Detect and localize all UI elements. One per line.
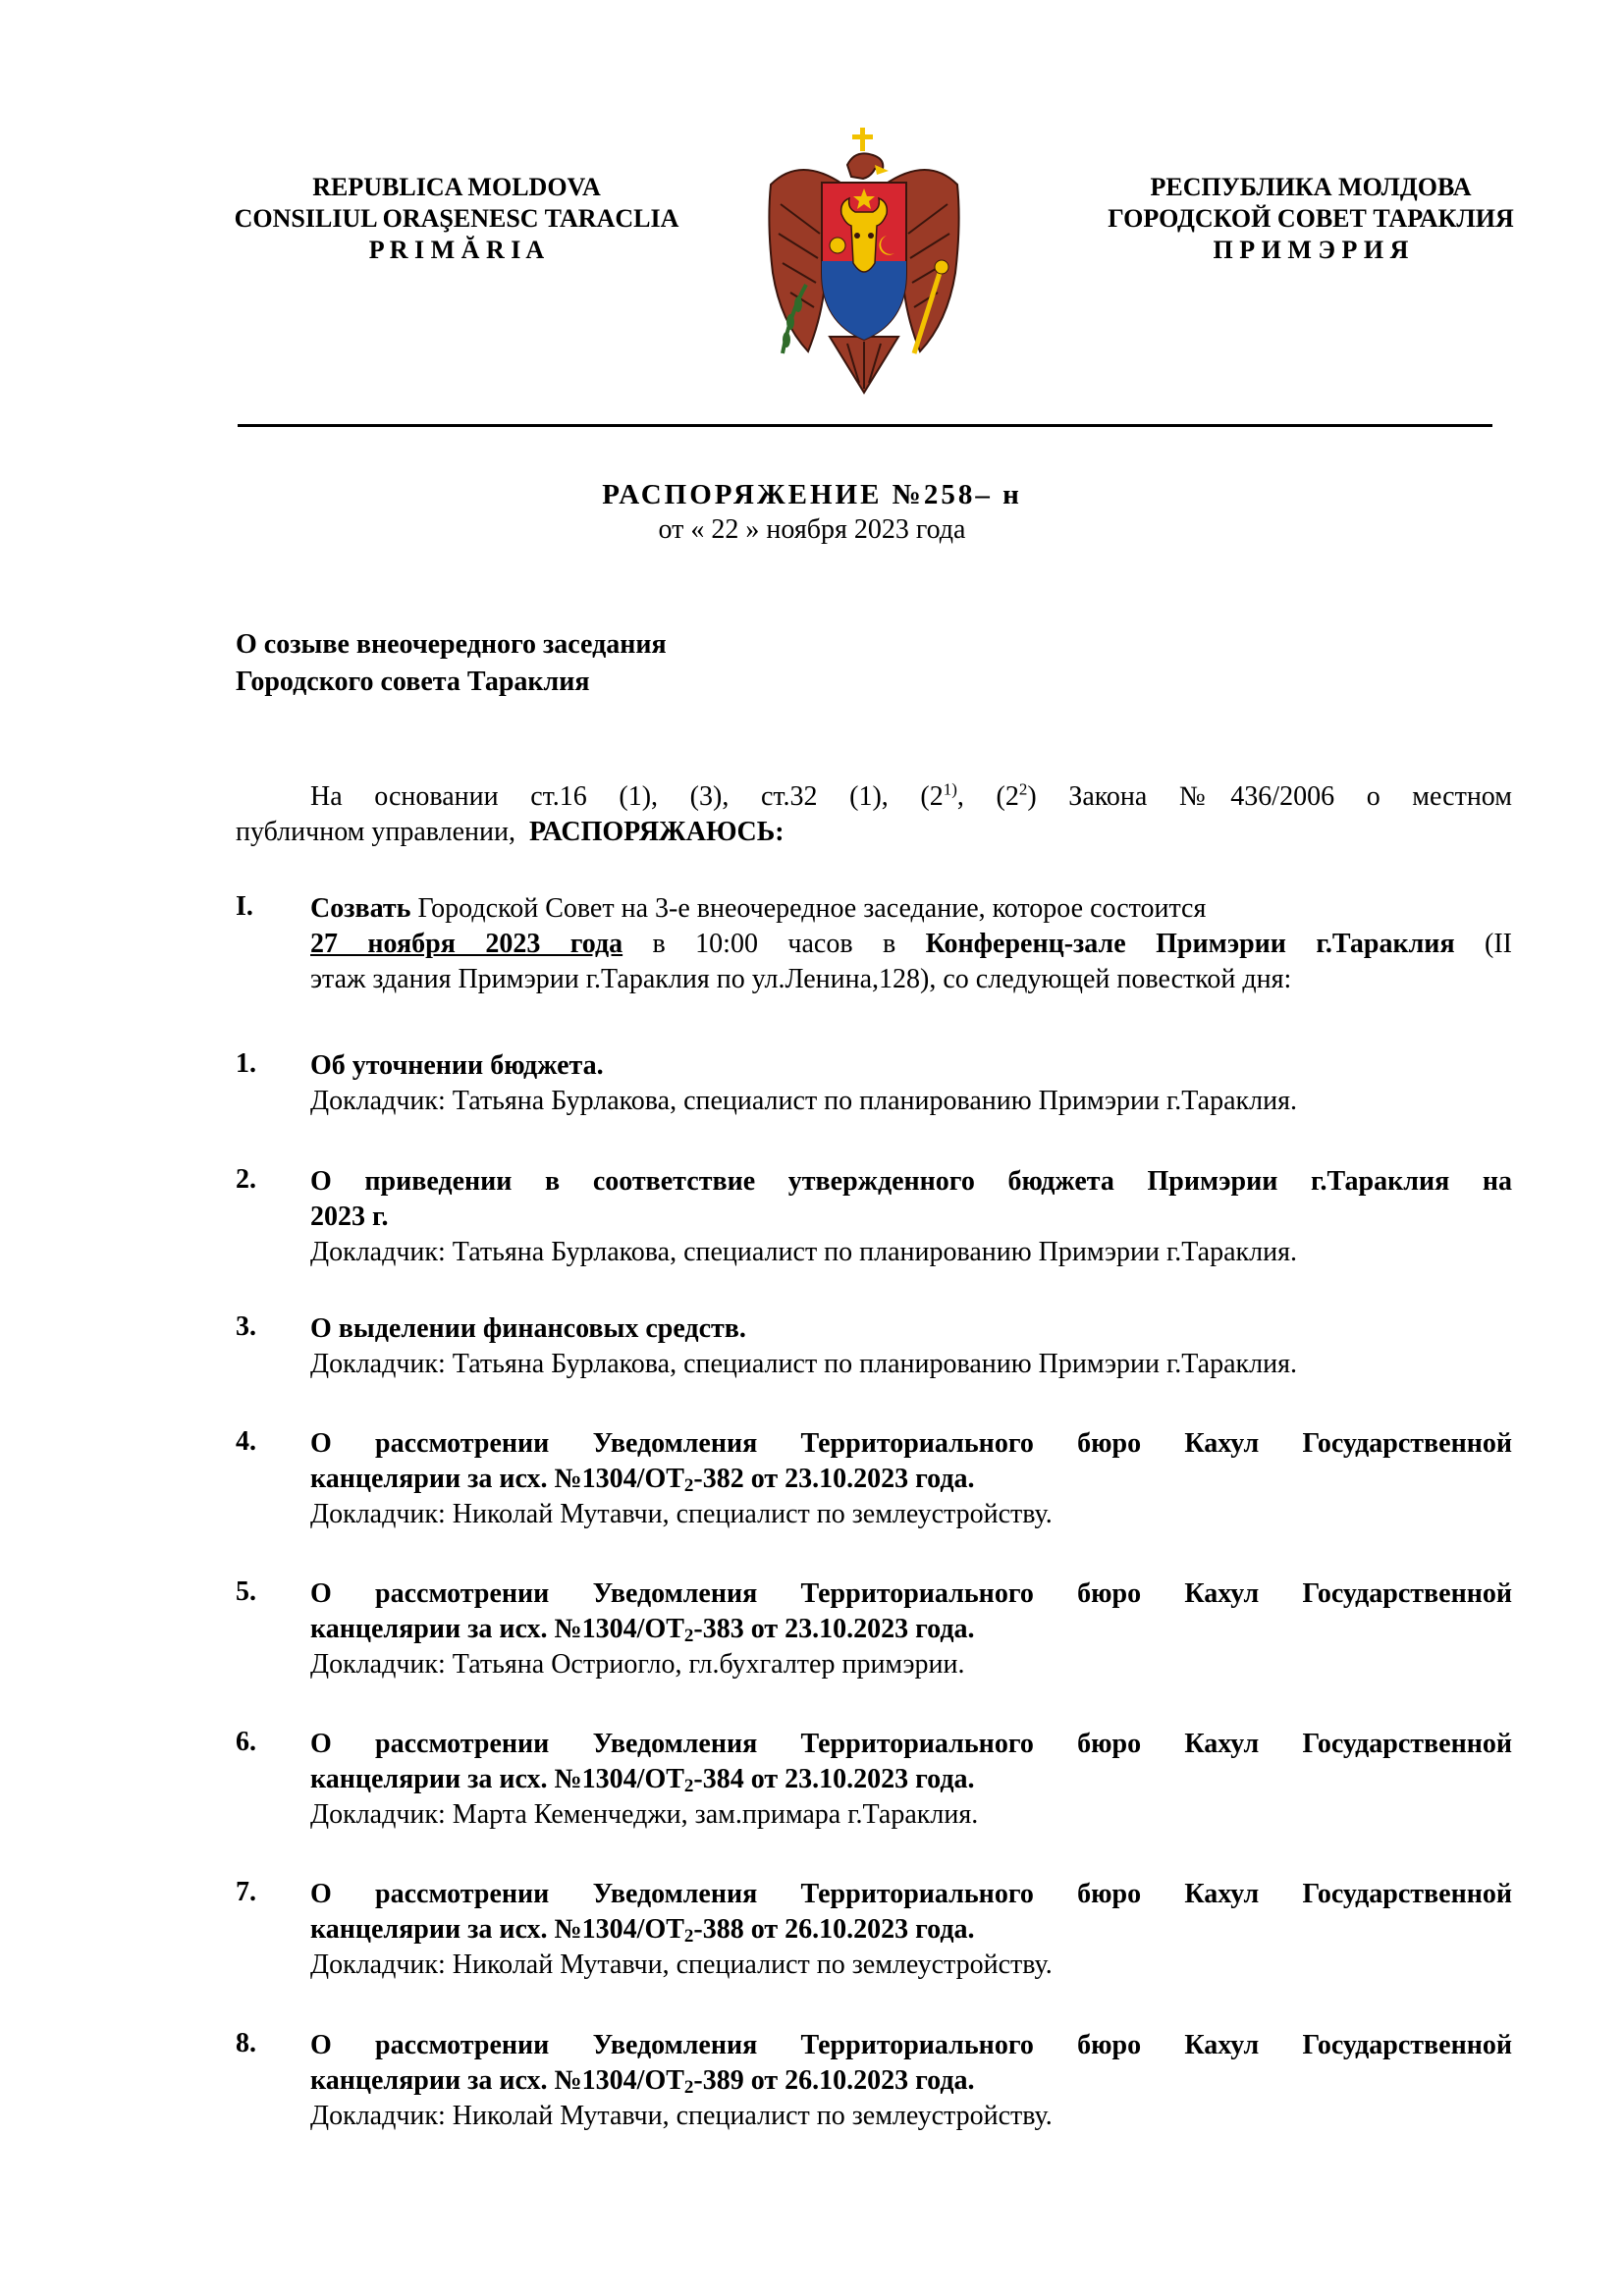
header-russian-office: П Р И М Э Р И Я <box>1213 236 1409 264</box>
agenda-item-2-number: 2. <box>236 1164 256 1195</box>
agenda-item-8-number: 8. <box>236 2028 256 2058</box>
subject-line-1: О созыве внеочередного заседания <box>236 629 667 660</box>
agenda-item-7-number: 7. <box>236 1877 256 1907</box>
agenda-item-3-number: 3. <box>236 1311 256 1342</box>
legal-basis-paragraph <box>236 779 1512 850</box>
header-russian-council: ГОРОДСКОЙ СОВЕТ ТАРАКЛИЯ <box>1108 204 1514 233</box>
agenda-item-8: О рассмотрении Уведомления Территориального бюро Кахул Государственной канцелярии за исх. $№1304/ОТ_2-389$ от 26.10.2023 года. Докладчик: Николай Мутавчи, специалист по землеустройству. <box>310 2030 1512 2131</box>
document-title: РАСПОРЯЖЕНИЕ №258– н <box>602 479 1022 510</box>
section-I-text: Созвать Городской Совет на 3-е внеочередное заседание, которое состоится 27 ноября 2023 года в 10:00 часов в Конференц-зале Примэрии г.Тараклия (II этаж здания Примэрии г.Тараклия по ул.Ленина,128), со следующей повесткой дня: <box>310 893 1512 994</box>
agenda-item-4-number: 4. <box>236 1426 256 1457</box>
legal-basis-line-2: публичном управлении, РАСПОРЯЖАЮСЬ: <box>236 817 785 847</box>
header-romanian-council: CONSILIUL ORAŞENESC TARACLIA <box>234 204 679 233</box>
legal-basis-line-1: На основании ст.16 (1), (3), ст.32 (1), (2$^{1)}$, $(2^2)$ Закона №436/2006 о местном <box>310 779 1512 812</box>
agenda-item-2: О приведении в соответствие утвержденного бюджета Примэрии г.Тараклия на 2023 г. Докладчик: Татьяна Бурлакова, специалист по планированию Примэрии г.Тараклия. <box>310 1166 1512 1267</box>
agenda-item-5: О рассмотрении Уведомления Территориального бюро Кахул Государственной канцелярии за исх. $№1304/ОТ_2-383$ от 23.10.2023 года. Докладчик: Татьяна Остриогло, гл.бухгалтер примэрии. <box>310 1578 1512 1680</box>
session-date: 27 ноября 2023 года <box>310 929 623 959</box>
section-I-label: I. <box>236 891 253 922</box>
agenda-item-5-number: 5. <box>236 1576 256 1607</box>
header-russian <box>1070 172 1551 266</box>
decree-word: РАСПОРЯЖАЮСЬ: <box>529 817 785 847</box>
header-romanian <box>191 172 722 266</box>
header-romanian-country: REPUBLICA MOLDOVA <box>312 173 601 201</box>
agenda-item-4: О рассмотрении Уведомления Территориального бюро Кахул Государственной канцелярии за исх. $№1304/ОТ_2-382$ от 23.10.2023 года. Докладчик: Николай Мутавчи, специалист по землеустройству. <box>310 1428 1512 1529</box>
header-russian-country: РЕСПУБЛИКА МОЛДОВА <box>1150 173 1472 201</box>
moldova-coat-of-arms-icon <box>761 126 967 396</box>
agenda-item-6-number: 6. <box>236 1727 256 1757</box>
agenda-item-7: О рассмотрении Уведомления Территориального бюро Кахул Государственной канцелярии за исх. $№1304/ОТ_2-388$ от 26.10.2023 года. Докладчик: Николай Мутавчи, специалист по землеустройству. <box>310 1879 1512 1980</box>
document-subject <box>236 626 667 701</box>
agenda-item-1-number: 1. <box>236 1048 256 1079</box>
subject-line-2: Городского совета Тараклия <box>236 667 590 697</box>
agenda-item-6: О рассмотрении Уведомления Территориального бюро Кахул Государственной канцелярии за исх. $№1304/ОТ_2-384$ от 23.10.2023 года. Докладчик: Марта Кеменчеджи, зам.примара г.Тараклия. <box>310 1729 1512 1830</box>
session-place: Конференц-зале Примэрии г.Тараклия <box>925 929 1455 959</box>
header-divider <box>238 424 1492 427</box>
agenda-item-1: Об уточнении бюджета. Докладчик: Татьяна Бурлакова, специалист по планированию Примэрии г.Тараклия. <box>310 1050 1297 1116</box>
header-romanian-office: P R I M Ă R I A <box>368 236 545 264</box>
agenda-item-3: О выделении финансовых средств. Докладчик: Татьяна Бурлакова, специалист по планированию Примэрии г.Тараклия. <box>310 1313 1297 1379</box>
document-date: от « 22 » ноября 2023 года <box>658 514 966 545</box>
